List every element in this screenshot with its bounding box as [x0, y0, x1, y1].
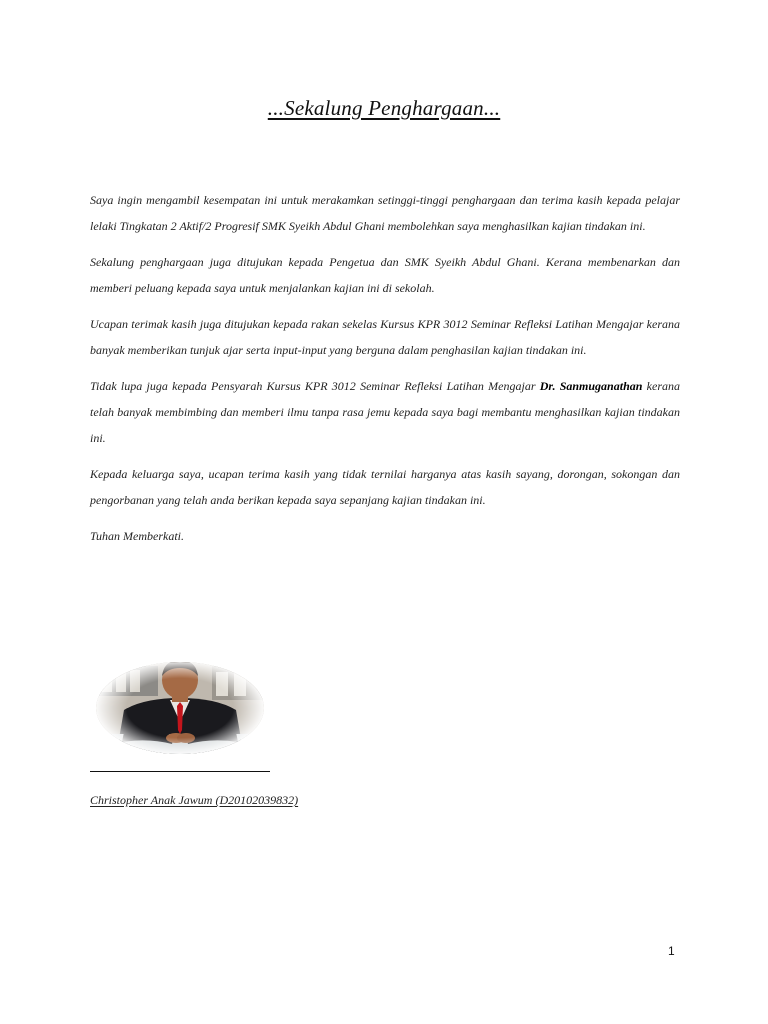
paragraph-2: Sekalung penghargaan juga ditujukan kepada Pengetua dan SMK Syeikh Abdul Ghani. Kerana membenarkan dan memberi peluang kepada saya untuk menjalankan kajian ini di sekolah. [90, 255, 680, 295]
signature-name: Christopher Anak Jawum (D20102039832) [90, 793, 299, 807]
portrait-photo [94, 660, 266, 756]
document-body [90, 187, 680, 559]
closing-line: Tuhan Memberkati. [90, 529, 184, 543]
page-title-text: ...Sekalung Penghargaan... [267, 96, 501, 120]
page-number: 1 [668, 944, 675, 958]
paragraph-3: Ucapan terimak kasih juga ditujukan kepada rakan sekelas Kursus KPR 3012 Seminar Refleksi Latihan Mengajar kerana banyak memberikan tunjuk ajar serta input-input yang berguna dalam penghasilan kajian tindakan ini. [90, 317, 680, 357]
paragraph-family: Kepada keluarga saya, ucapan terima kasih yang tidak ternilai harganya atas kasih sayang, dorongan, sokongan dan pengorbanan yang telah anda berikan kepada saya sepanjang kajian tindakan ini. [90, 467, 680, 507]
lecturer-name: Dr. Sanmuganathan [539, 379, 643, 393]
paragraph-1: Saya ingin mengambil kesempatan ini untuk merakamkan setinggi-tinggi penghargaan dan terima kasih kepada pelajar lelaki Tingkatan 2 Aktif/2 Progresif SMK Syeikh Abdul Ghani membolehkan saya menghasilkan kajian tindakan ini. [90, 193, 680, 233]
signature-line [90, 771, 270, 772]
portrait-photo-icon [94, 660, 266, 756]
lecturer-text-before: Tidak lupa juga kepada Pensyarah Kursus KPR 3012 Seminar Refleksi Latihan Mengajar [90, 379, 540, 393]
page-title [0, 96, 768, 121]
paragraph-lecturer [90, 373, 680, 451]
lecturer-text-after: kerana telah banyak membimbing dan memberi ilmu tanpa rasa jemu kepada saya bagi membantu menghasilkan kajian tindakan ini. [90, 379, 681, 445]
